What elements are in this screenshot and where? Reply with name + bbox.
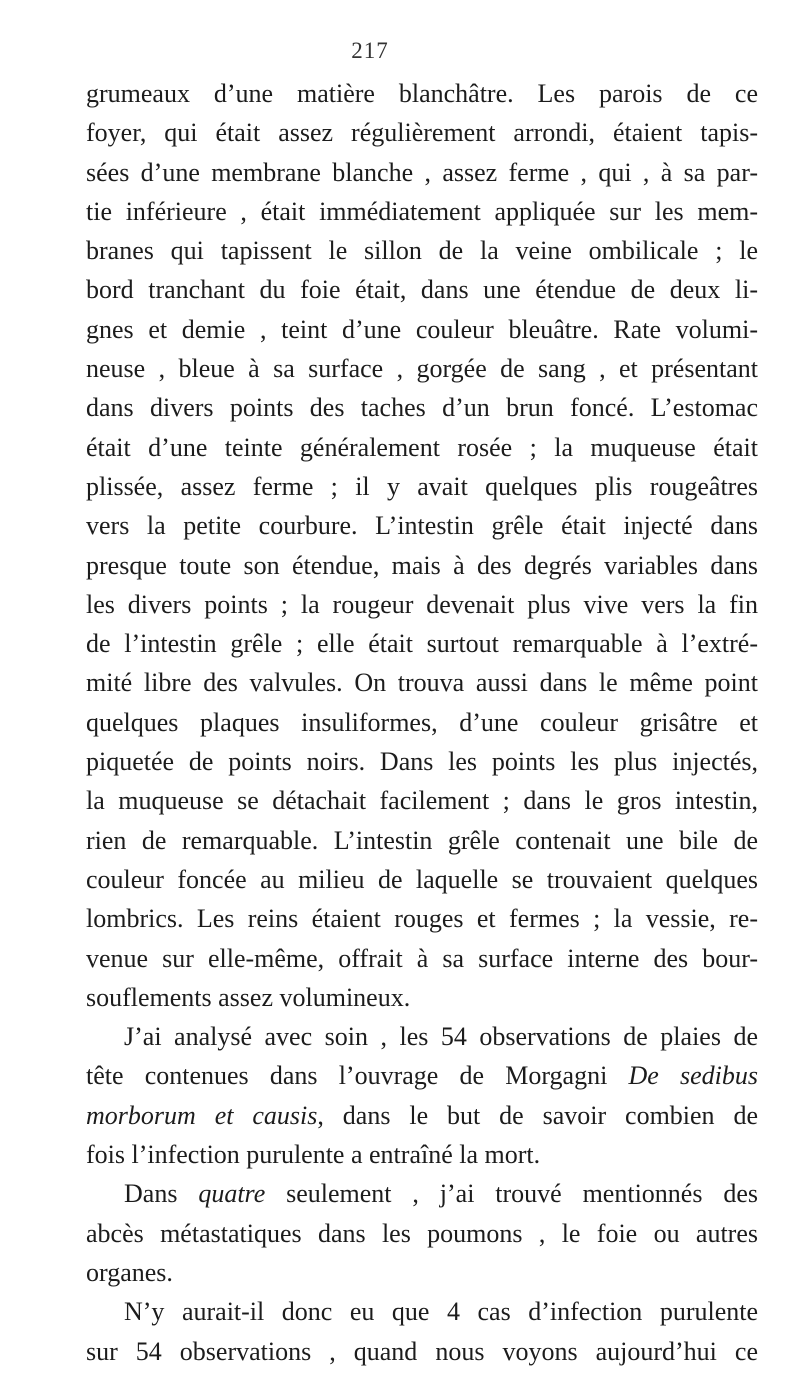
paragraph-line: fois l’infection purulente a entraîné la mort.: [86, 1140, 541, 1170]
text-line: tie inférieure , était immédiatement appliquée sur les mem-: [86, 196, 758, 226]
text-line: plissée, assez ferme ; il y avait quelques plis rougeâtres: [86, 471, 758, 501]
paragraph-line: N’y aurait-il donc eu que 4 cas d’infection purulente: [124, 1297, 758, 1327]
text-line: la muqueuse se détachait facilement ; dans le gros intestin,: [86, 786, 758, 816]
text-run: Dans: [124, 1179, 199, 1209]
paragraph-line: [86, 1056, 758, 1095]
text-line: vers la petite courbure. L’intestin grêle était injecté dans: [86, 511, 758, 541]
italic-title: morborum et causis: [86, 1100, 318, 1130]
paragraph-line: sur 54 observations , quand nous voyons aujourd’hui ce: [86, 1336, 758, 1366]
text-run: tête contenues dans l’ouvrage de Morgagni: [86, 1061, 629, 1091]
text-line: sées d’une membrane blanche , assez ferme , qui , à sa par-: [86, 157, 758, 187]
text-line: piquetée de points noirs. Dans les points les plus injectés,: [86, 747, 758, 777]
text-line: bord tranchant du foie était, dans une étendue de deux li-: [86, 275, 758, 305]
italic-word: quatre: [198, 1179, 266, 1209]
text-line: quelques plaques insuliformes, d’une couleur grisâtre et: [86, 707, 758, 737]
paragraph-line: abcès métastatiques dans les poumons , le foie ou autres: [86, 1218, 758, 1248]
paragraph-line: [86, 1096, 758, 1135]
text-line: mité libre des valvules. On trouva aussi dans le même point: [86, 668, 758, 698]
text-run: , dans le but de savoir combien de: [317, 1100, 758, 1130]
text-line: dans divers points des taches d’un brun foncé. L’estomac: [86, 393, 758, 423]
text-line: venue sur elle-même, offrait à sa surface interne des bour-: [86, 943, 758, 973]
text-line: couleur foncée au milieu de laquelle se trouvaient quelques: [86, 864, 758, 894]
text-line: branes qui tapissent le sillon de la veine ombilicale ; le: [86, 236, 758, 266]
body-text: [86, 74, 758, 1371]
text-line: les divers points ; la rougeur devenait plus vive vers la fin: [86, 589, 758, 619]
paragraph-line: [86, 1174, 758, 1213]
text-line: rien de remarquable. L’intestin grêle contenait une bile de: [86, 825, 758, 855]
text-run: seulement , j’ai trouvé mentionnés des: [265, 1179, 758, 1209]
paragraph-line: J’ai analysé avec soin , les 54 observations de plaies de: [124, 1022, 758, 1052]
text-line: presque toute son étendue, mais à des degrés variables dans: [86, 550, 758, 580]
italic-title: De sedibus: [628, 1061, 758, 1091]
paragraph-line: organes.: [86, 1257, 173, 1287]
text-line: foyer, qui était assez régulièrement arrondi, étaient tapis-: [86, 118, 758, 148]
text-line: de l’intestin grêle ; elle était surtout remarquable à l’extré-: [86, 629, 758, 659]
text-line: gnes et demie , teint d’une couleur bleuâtre. Rate volumi-: [86, 314, 758, 344]
text-line: grumeaux d’une matière blanchâtre. Les parois de ce: [86, 79, 758, 108]
text-line: lombrics. Les reins étaient rouges et fermes ; la vessie, re-: [86, 904, 758, 934]
page-number: 217: [351, 38, 389, 63]
text-line: neuse , bleue à sa surface , gorgée de sang , et présentant: [86, 354, 758, 384]
text-line: souflements assez volumineux.: [86, 982, 411, 1012]
text-line: était d’une teinte généralement rosée ; la muqueuse était: [86, 432, 758, 462]
